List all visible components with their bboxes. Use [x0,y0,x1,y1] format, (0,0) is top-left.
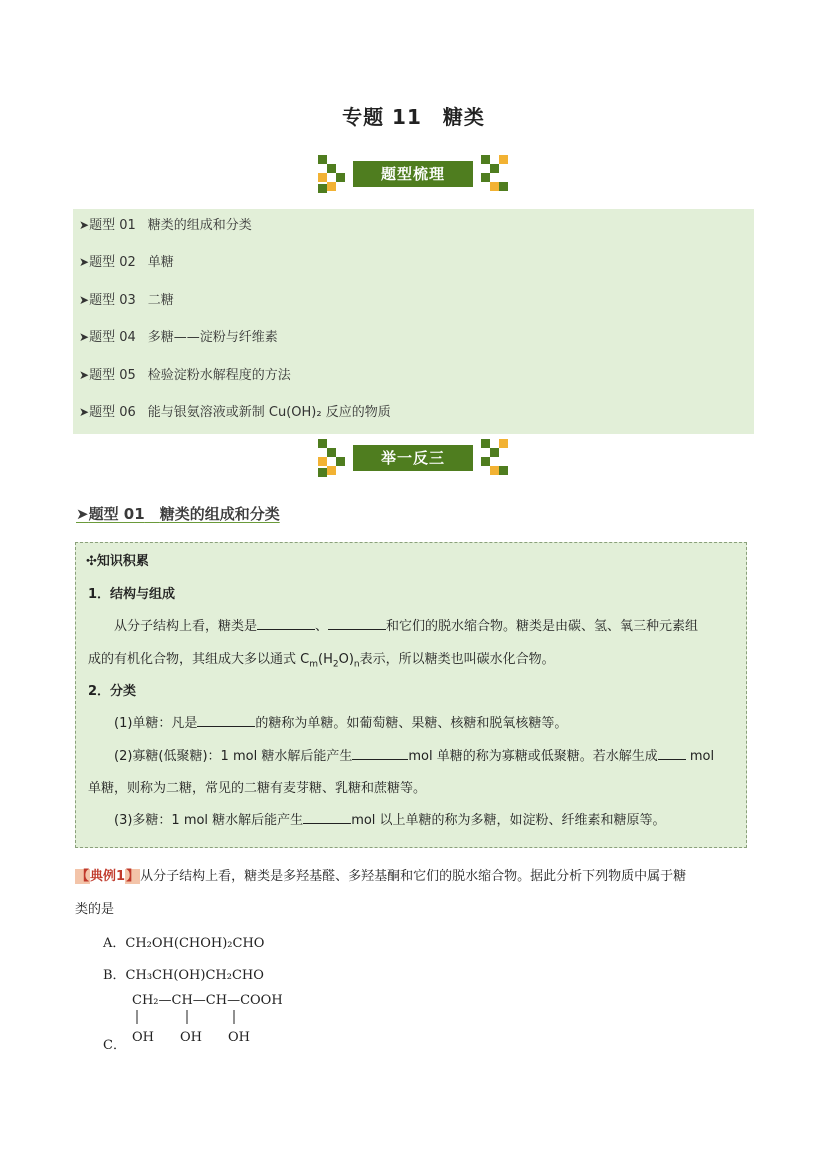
topic-item[interactable]: ➤题型 06 能与银氨溶液或新制 Cu(OH)₂ 反应的物质 [79,405,391,420]
structure-formula: CH₂—CH—CH—COOH [132,993,283,1008]
answer-blank[interactable] [257,617,315,630]
page-title: 专题 11 糖类 [342,105,485,129]
knowledge-box [75,542,747,848]
section-banner-2 [318,439,508,477]
topic-item[interactable]: ➤题型 01 糖类的组成和分类 [79,218,252,233]
answer-blank[interactable] [328,617,386,630]
sparkle-icon: ✣ [86,554,97,569]
answer-blank[interactable] [352,747,408,760]
topic-item[interactable]: ➤题型 04 多糖——淀粉与纤维素 [79,330,278,345]
answer-blank[interactable] [197,714,255,727]
example-tag: 【典例1】 [76,869,140,884]
example-question-cont: 类的是 [75,902,115,917]
section-banner-1 [318,155,508,193]
banner-label: 举一反三 [353,445,473,471]
knowledge-heading: ✣知识积累 [86,554,149,569]
arrow-icon: ➤ [76,505,89,523]
paragraph: (1)单糖：凡是 的糖称为单糖。如葡萄糖、果糖、核糖和脱氧核糖等。 [114,716,568,731]
bond-lines [130,1008,250,1026]
topic-list [73,209,754,434]
topic-item[interactable]: ➤题型 03 二糖 [79,293,174,308]
paragraph: 从分子结构上看，糖类是 、 和它们的脱水缩合物。糖类是由碳、氢、氧三种元素组 [114,619,699,634]
subheading: 2．分类 [88,684,137,699]
option-a[interactable]: A．CH₂OH(CHOH)₂CHO [103,936,265,951]
option-b[interactable]: B．CH₃CH(OH)CH₂CHO [103,968,264,983]
example-question: 【典例1】从分子结构上看，糖类是多羟基醛、多羟基酮和它们的脱水缩合物。据此分析下列物质中属于糖 [76,869,687,884]
paragraph: (2)寡糖(低聚糖)：1 mol 糖水解后能产生 mol 单糖的称为寡糖或低聚糖。若水解生成 mol [114,749,715,764]
hydroxyl-groups: OH OH OH [132,1030,250,1045]
paragraph: 单糖，则称为二糖，常见的二糖有麦芽糖、乳糖和蔗糖等。 [88,781,427,796]
answer-blank[interactable] [658,747,686,760]
banner-label: 题型梳理 [353,161,473,187]
subheading: 1．结构与组成 [88,587,176,602]
topic-item[interactable]: ➤题型 05 检验淀粉水解程度的方法 [79,368,291,383]
answer-blank[interactable] [303,811,351,824]
topic-item[interactable]: ➤题型 02 单糖 [79,255,174,270]
paragraph: (3)多糖：1 mol 糖水解后能产生 mol 以上单糖的称为多糖，如淀粉、纤维素和糖原等。 [114,813,666,828]
option-c-label: C． [103,1038,126,1053]
section-heading: ➤题型 01 糖类的组成和分类 [76,505,280,523]
paragraph: 成的有机化合物，其组成大多以通式 $C_m(H_2O)_n$表示，所以糖类也叫碳水化合物。 [88,652,555,670]
